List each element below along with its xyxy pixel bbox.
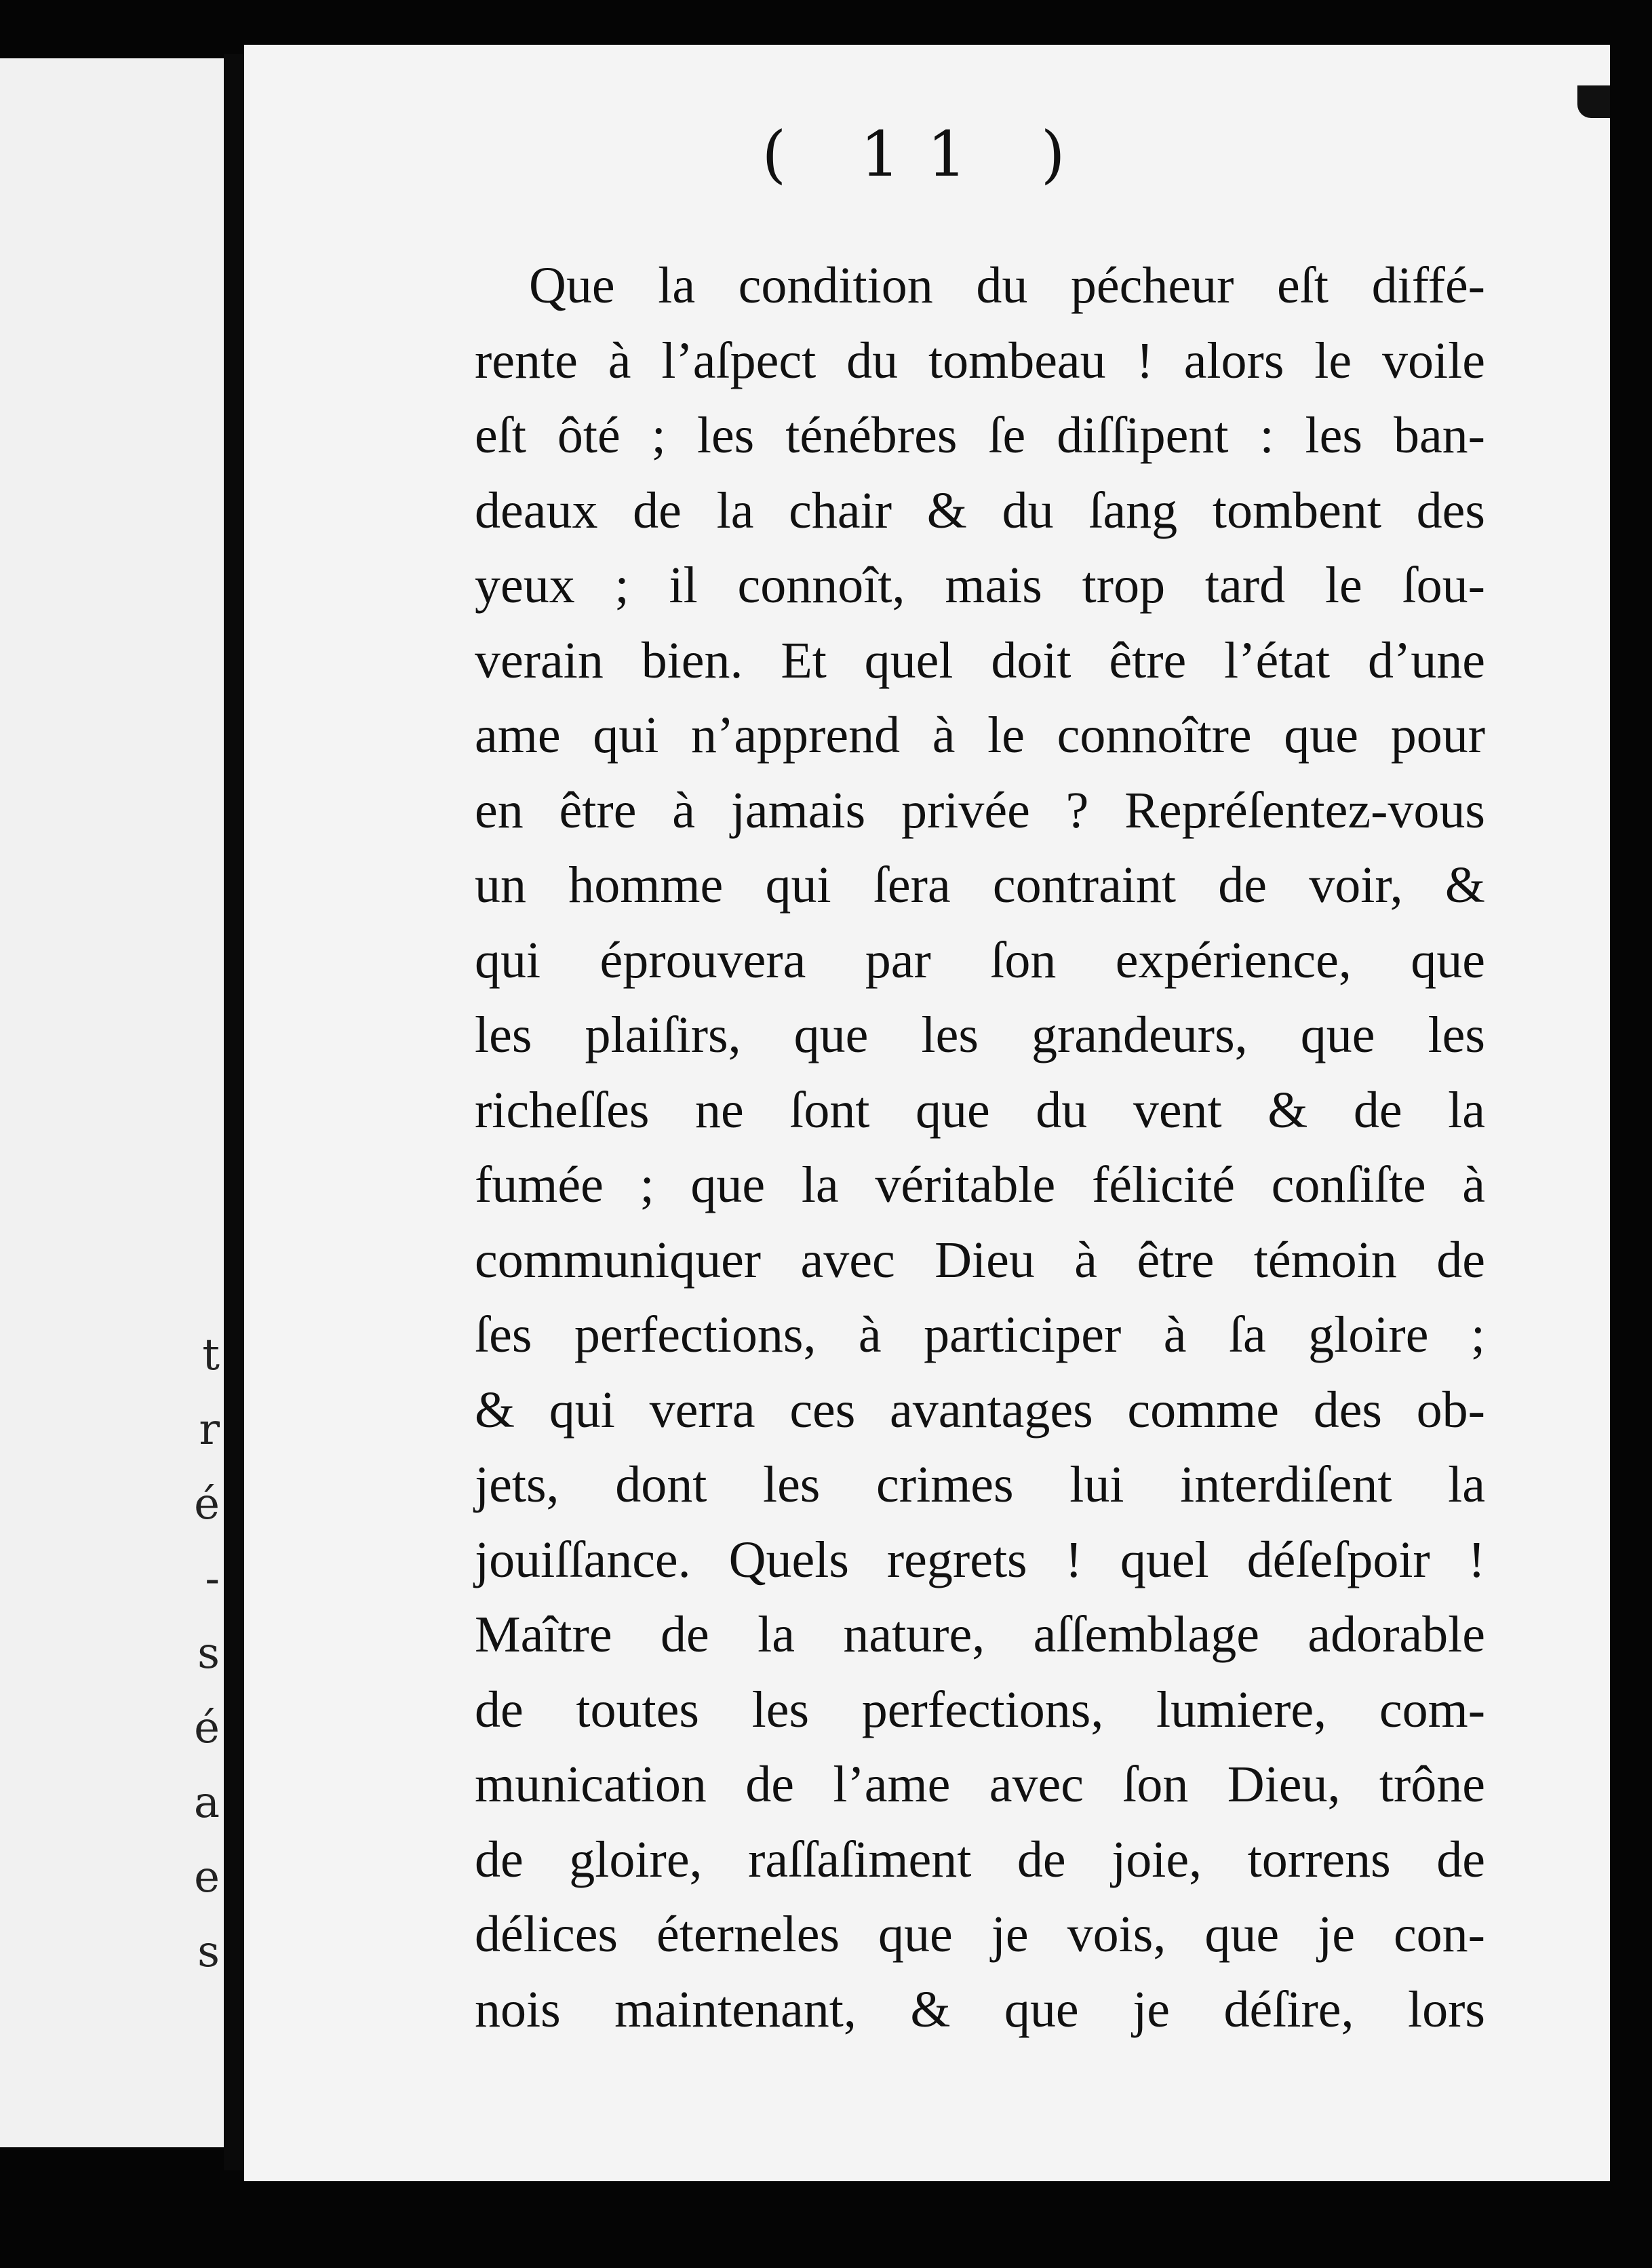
text-line: de gloire, raſſaſiment de joie, torrens de	[475, 1831, 1485, 1888]
text-line: Maître de la nature, aſſemblage adorable	[475, 1606, 1485, 1663]
text-line: fumée ; que la véritable félicité conſiſte à	[475, 1156, 1485, 1213]
body-paragraph	[475, 248, 1485, 2047]
text-line: qui éprouvera par ſon expérience, que	[475, 931, 1485, 989]
text-line: nois maintenant, & que je déſire, lors	[475, 1980, 1485, 2038]
edge-letter: s	[197, 1927, 220, 1977]
text-line: les plaiſirs, que les grandeurs, que les	[475, 1006, 1485, 1063]
text-line: jouiſſance. Quels regrets ! quel déſeſpoir !	[475, 1531, 1485, 1588]
text-page	[244, 45, 1610, 2181]
edge-letter: r	[199, 1405, 220, 1455]
text-line: ame qui n’apprend à le connoître que pour	[475, 707, 1485, 764]
text-line: Que la condition du pécheur eſt diffé-	[529, 257, 1485, 314]
text-line: en être à jamais privée ? Repréſentez-vous	[475, 781, 1485, 839]
edge-letter: t	[202, 1330, 220, 1380]
text-line: verain bien. Et quel doit être l’état d’une	[475, 631, 1485, 689]
text-line: de toutes les perfections, lumiere, com-	[475, 1681, 1485, 1738]
facing-page-edge	[0, 58, 224, 2147]
text-line: richeſſes ne ſont que du vent & de la	[475, 1081, 1485, 1139]
text-line: communiquer avec Dieu à être témoin de	[475, 1231, 1485, 1289]
text-line: délices éterneles que je vois, que je con-	[475, 1906, 1485, 1963]
edge-letter: a	[193, 1778, 220, 1828]
edge-letter: s	[197, 1628, 220, 1679]
edge-letter: -	[205, 1554, 220, 1604]
text-line: munication de l’ame avec ſon Dieu, trône	[475, 1756, 1485, 1813]
text-line: rente à l’aſpect du tombeau ! alors le voile	[475, 332, 1485, 389]
edge-letter: e	[194, 1852, 220, 1902]
text-line: yeux ; il connoît, mais trop tard le ſou-	[475, 557, 1485, 614]
text-line: jets, dont les crimes lui interdiſent la	[475, 1456, 1485, 1513]
page-number: ( 11 )	[762, 118, 1093, 191]
text-line: ſes perfections, à participer à ſa gloire ;	[475, 1306, 1485, 1363]
text-line: eſt ôté ; les ténébres ſe diſſipent : les ban-	[475, 407, 1485, 464]
page-corner-tab	[1577, 85, 1610, 118]
edge-letter: é	[194, 1479, 220, 1529]
text-line: deaux de la chair & du ſang tombent des	[475, 482, 1485, 539]
text-line: un homme qui ſera contraint de voir, &	[475, 857, 1485, 914]
edge-letter: é	[194, 1703, 220, 1753]
text-line: & qui verra ces avantages comme des ob-	[475, 1381, 1485, 1439]
